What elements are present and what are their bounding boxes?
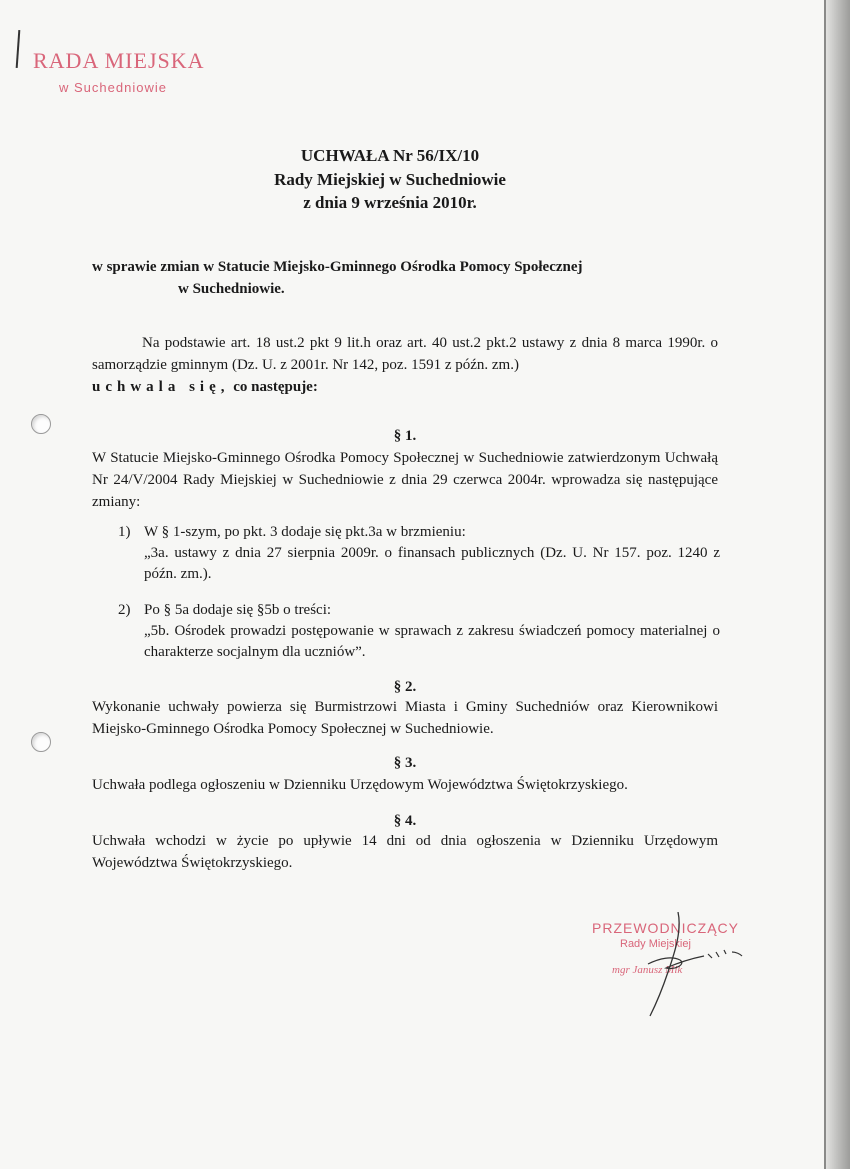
- handwritten-signature: [620, 912, 770, 1022]
- chairman-stamp-body: Rady Miejskiej: [620, 938, 691, 950]
- item-2-number: 2): [118, 602, 131, 618]
- resolution-date: z dnia 9 września 2010r.: [303, 193, 477, 212]
- amendment-item-2: [118, 600, 720, 663]
- section-3-text: Uchwała podlega ogłoszeniu w Dzienniku Urzędowym Województwa Świętokrzyskiego.: [92, 777, 628, 793]
- section-4-text: Uchwała wchodzi w życie po upływie 14 dni od dnia ogłoszenia w Dzienniku Urzędowym Województwa Świętokrzyskiego.: [92, 833, 718, 871]
- stamp-mark: [16, 30, 21, 68]
- preamble-text: Na podstawie art. 18 ust.2 pkt 9 lit.h oraz art. 40 ust.2 pkt.2 ustawy z dnia 8 marca 1990r. o samorządzie gminnym (Dz. U. z 2001r. Nr 142, poz. 1591 z późn. zm.): [92, 335, 718, 373]
- section-2-text: Wykonanie uchwały powierza się Burmistrzowi Miasta i Gminy Suchedniów oraz Kierownikowi Miejsko-Gminnego Ośrodka Pomocy Społecznej w Suchedniowie.: [92, 699, 718, 737]
- preamble: [92, 332, 718, 398]
- punch-hole-top: [31, 414, 51, 434]
- preamble-resolve: uchwala się,: [92, 379, 230, 395]
- amendment-item-1: [118, 522, 720, 585]
- section-1-heading: § 1.: [393, 428, 417, 444]
- section-3-heading: § 3.: [393, 755, 417, 771]
- scan-edge-line: [824, 0, 826, 1169]
- section-1-intro: W Statucie Miejsko-Gminnego Ośrodka Pomocy Społecznej w Suchedniowie zatwierdzonym Uchwałą Nr 24/V/2004 Rady Miejskiej w Suchedniowie z dnia 29 czerwca 2004r. wprowadza się następujące zmiany:: [92, 450, 718, 510]
- item-1-text: W § 1-szym, po pkt. 3 dodaje się pkt.3a w brzmieniu:: [144, 524, 466, 540]
- punch-hole-bottom: [31, 732, 51, 752]
- preamble-resolve-rest: co następuje:: [229, 379, 318, 395]
- scan-edge: [824, 0, 850, 1169]
- council-stamp-line1: RADA MIEJSKA: [33, 48, 205, 73]
- subject-line2: w Suchedniowie.: [178, 281, 285, 297]
- subject-line1: w sprawie zmian w Statucie Miejsko-Gminnego Ośrodka Pomocy Społecznej: [92, 259, 583, 275]
- council-stamp-line2: w Suchedniowie: [59, 80, 167, 95]
- item-1-number: 1): [118, 524, 131, 540]
- resolution-subject: [92, 256, 583, 300]
- section-2-heading: § 2.: [393, 679, 417, 695]
- section-4-heading: § 4.: [393, 813, 417, 829]
- chairman-stamp-name: mgr Janusz Mik: [612, 964, 683, 976]
- resolution-number: UCHWAŁA Nr 56/IX/10: [300, 146, 480, 165]
- item-2-text: Po § 5a dodaje się §5b o treści:: [144, 602, 332, 618]
- resolution-issuer: Rady Miejskiej w Suchedniowie: [274, 170, 506, 189]
- chairman-stamp-title: PRZEWODNICZĄCY: [592, 920, 739, 936]
- item-1-quote: „3a. ustawy z dnia 27 sierpnia 2009r. o finansach publicznych (Dz. U. Nr 157. poz. 1240 z późn. zm.).: [144, 545, 720, 582]
- item-2-quote: „5b. Ośrodek prowadzi postępowanie w sprawach z zakresu świadczeń pomocy materialnej o charakterze socjalnym dla uczniów”.: [144, 623, 720, 660]
